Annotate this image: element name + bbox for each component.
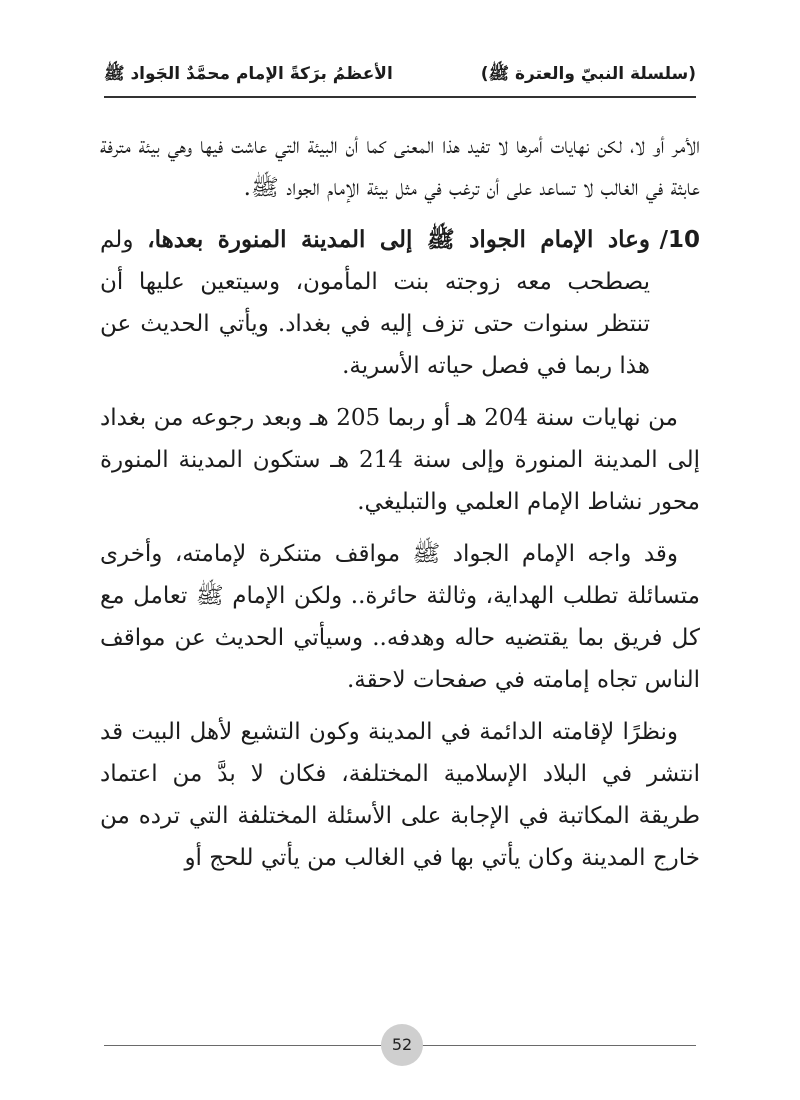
running-header	[104, 48, 696, 98]
book-title: الأعظمُ برَكةً الإمام محمَّدٌ الجَواد ﷺ	[104, 64, 393, 84]
numbered-item-10	[100, 219, 700, 387]
paragraph-dates: من نهايات سنة 204 هـ أو ربما 205 هـ وبعد رجوعه من بغداد إلى المدينة المنورة وإلى سنة 214 هـ ستكون المدينة المنورة محور نشاط الإمام العلمي والتبليغي.	[100, 405, 700, 515]
item-number: 10/	[659, 227, 700, 253]
paragraph-correspondence: ونظرًا لإقامته الدائمة في المدينة وكون التشيع لأهل البيت قد انتشر في البلاد الإسلامية المختلفة، فكان لا بدَّ من اعتماد طريقة المكاتبة في الإجابة على الأسئلة المختلفة التي ترده من خارج المدينة وكان يأتي بها في الغالب من يأتي للحج أو	[100, 719, 700, 871]
paragraph-continuation: الأمر أو لا، لكن نهايات أمرها لا تفيد هذا المعنى كما أن البيئة التي عاشت فيها وهي بيئة مترفة عابثة في الغالب لا تساعد على أن ترغب في مثل بيئة الإمام الجواد ﷺ.	[100, 133, 700, 201]
page-number: 52	[381, 1024, 423, 1066]
page-footer	[104, 1024, 696, 1068]
item-text: ولم يصطحب معه زوجته بنت المأمون، وسيتعين عليها أن تنتظر سنوات حتى تزف إليه في بغداد. ويأتي الحديث عن هذا ربما في فصل حياته الأسرية.	[100, 227, 650, 379]
series-title: (سلسلة النبيّ والعترة ﷺ)	[480, 64, 696, 84]
paragraph-positions: وقد واجه الإمام الجواد ﷺ مواقف متنكرة لإمامته، وأخرى متسائلة تطلب الهداية، وثالثة حائرة.. ولكن الإمام ﷺ تعامل مع كل فريق بما يقتضيه حاله وهدفه.. وسيأتي الحديث عن مواقف الناس تجاه إمامته في صفحات لاحقة.	[100, 541, 700, 693]
item-lead-bold: وعاد الإمام الجواد ﷺ إلى المدينة المنورة بعدها،	[147, 226, 650, 253]
page-body	[100, 125, 700, 889]
